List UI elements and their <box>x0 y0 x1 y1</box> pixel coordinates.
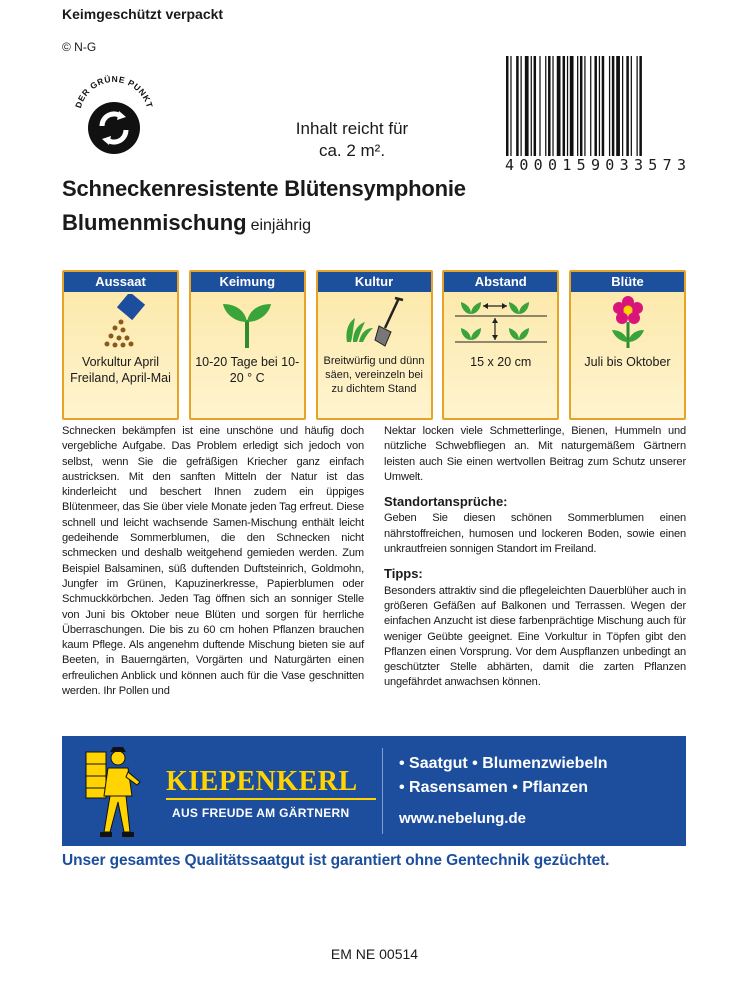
barcode-bar <box>584 56 585 160</box>
barcode-bar <box>580 56 583 160</box>
gmo-free-statement: Unser gesamtes Qualitätssaatgut ist garantiert ohne Gentechnik gezüchtet. <box>62 852 610 869</box>
brand-divider <box>382 748 383 834</box>
barcode-bar <box>612 56 615 160</box>
barcode-bar <box>545 56 546 160</box>
box-abstand <box>442 270 559 420</box>
barcode-bar <box>516 56 519 160</box>
barcode-digit: 0 <box>605 156 615 174</box>
barcode-bar <box>616 56 620 160</box>
box-keimung <box>189 270 306 420</box>
seedling-icon <box>217 294 277 350</box>
spacing-icon <box>453 294 549 350</box>
barcode-digit: 5 <box>576 156 586 174</box>
barcode-bar <box>557 56 561 160</box>
barcode-bar <box>506 56 509 160</box>
content-line-1: Inhalt reicht für <box>295 119 409 138</box>
product-subtitle <box>62 210 311 236</box>
box-header: Kultur <box>318 272 431 292</box>
barcode-bar <box>531 56 532 160</box>
barcode-bar <box>637 56 638 160</box>
description-intro: Nektar locken viele Schmetterlinge, Bienen, Hummeln und nützliche Schwebfliegen an. Mit naturgemäßem Gärtnern leisten auch Sie einen wertvollen Beitrag zum Schutz unserer Umwelt. <box>384 425 686 483</box>
barcode-digit: 1 <box>562 156 572 174</box>
barcode-bar <box>626 56 629 160</box>
cultivation-info-boxes <box>62 270 686 420</box>
barcode-digit: 0 <box>519 156 529 174</box>
content-info <box>272 118 432 162</box>
content-line-2: ca. 2 m². <box>318 141 386 160</box>
barcode-bar <box>594 56 597 160</box>
barcode-bar <box>599 56 600 160</box>
box-text: Juli bis Oktober <box>584 355 671 369</box>
barcode-bar <box>570 56 574 160</box>
barcode-digit: 4 <box>505 156 515 174</box>
product-title: Schneckenresistente Blütensymphonie <box>62 176 466 201</box>
barcode-digit: 0 <box>547 156 558 174</box>
location-heading: Standortansprüche: <box>384 494 508 510</box>
box-aussaat <box>62 270 179 420</box>
brand-banner <box>62 736 686 846</box>
tips-text: Besonders attraktiv sind die pflegeleichten Dauerblüher auch in größeren Gefäßen auf Balkonen und Terrassen. Wegen der einfachen Anzucht ist diese farbenprächtige Mischung auch für weniger Geübte geeignet. Eine Vorkultur in Töpfen gibt den Pflanzen einen Vorsprung. Vor dem Auspflanzen unbedingt an geschützter Stelle abhärten, damit die zarten Pflanzen ungefährdet anwachsen können. <box>384 584 686 689</box>
barcode-bar <box>631 56 632 160</box>
barcode-bar <box>609 56 610 160</box>
brand-name: KIEPENKERL <box>166 766 358 797</box>
brand-underline <box>166 798 376 800</box>
box-header: Aussaat <box>64 272 177 292</box>
barcode-bar <box>510 56 511 160</box>
services-line-2: • Rasensamen • Pflanzen <box>399 779 589 796</box>
barcode-bar <box>525 56 529 160</box>
barcode-bar <box>563 56 566 160</box>
box-header: Abstand <box>444 272 557 292</box>
barcode-bar <box>539 56 540 160</box>
location-text: Geben Sie diesen schönen Sommerblumen einen nährstoffreichen, humosen und lockeren Boden, sowie einen unkrautfreien sonnigen Standort im Freiland. <box>384 512 686 556</box>
barcode-digit: 5 <box>648 156 658 174</box>
barcode-bar <box>639 56 642 160</box>
barcode-digits <box>504 156 687 174</box>
barcode-bar <box>552 56 553 160</box>
box-kultur <box>316 270 433 420</box>
description-left: Schnecken bekämpfen ist eine unschöne und häufig doch vergebliche Aufgabe. Das Problem erledigt sich jedoch von selbst, wenn Sie die gefräßigen Kriecher ganz einfach austricksen. Mit den sanften Mitteln der Natur ist das kinderleicht und beschert Ihnen zudem ein üppiges Blütenmeer, das Sie über viele Monate jeden Tag erfreut. Diese schnell und leicht wachsende Samen-Mischung enthält leicht gedeihende Sommerblumen, die den Schnecken nicht schmecken und deshalb weitgehend gemieden werden. Zum Beispiel Balsaminen, süß duftenden Duftsteinrich, Goldmohn, Jungfer im Grünen, Kapuzinerkresse, Papierblumen oder Schmuckkörbchen. Jeden Tag öffnen sich an sonniger Stelle von Juni bis Oktober neue Blüten und sorgen für herrliche Überraschungen. Die bis zu 60 cm hohen Pflanzen brauchen kaum Pflege. Als angenehm duftende Mischung bieten sie auf Beeten, in Bauerngärten, Vorgärten und Naturgärten einen erfreulichen Anblick und können auch für die Vase geschnitten werden. Ihr Pollen und <box>62 425 364 698</box>
brand-services <box>399 752 608 800</box>
barcode-digit: 7 <box>662 156 672 174</box>
barcode-bar <box>521 56 522 160</box>
subtitle-text: Blumenmischung <box>62 210 247 235</box>
barcode-bar <box>622 56 623 160</box>
barcode-bar <box>590 56 591 160</box>
box-text: 15 x 20 cm <box>470 355 532 369</box>
barcode-bar <box>548 56 551 160</box>
kiepenkerl-figure-icon <box>84 746 144 842</box>
barcode-digit: 9 <box>590 156 600 174</box>
barcode-bar <box>577 56 578 160</box>
annual-label: einjährig <box>250 217 312 234</box>
box-header: Blüte <box>571 272 684 292</box>
box-text: Breitwürfig und dünn säen, vereinzeln bei zu dichtem Stand <box>323 355 425 395</box>
tips-heading: Tipps: <box>384 566 423 582</box>
barcode-bar <box>602 56 605 160</box>
barcode-digit: 3 <box>633 156 643 174</box>
product-code: EM NE 00514 <box>330 946 419 962</box>
box-bluete <box>569 270 686 420</box>
sowing-icon <box>91 294 151 350</box>
services-line-1: • Saatgut • Blumenzwiebeln <box>399 755 608 772</box>
copyright: © N-G <box>62 40 97 54</box>
brand-slogan: AUS FREUDE AM GÄRTNERN <box>172 806 350 820</box>
box-text: 10-20 Tage bei 10-20 ° C <box>195 355 300 385</box>
description-columns <box>62 424 686 720</box>
logo-text: DER GRÜNE PUNKT <box>73 73 155 110</box>
barcode-digit: 0 <box>533 156 543 174</box>
barcode <box>504 56 687 174</box>
barcode-bar <box>567 56 568 160</box>
barcode-bar <box>534 56 537 160</box>
brand-url[interactable]: www.nebelung.de <box>399 810 526 827</box>
box-header: Keimung <box>191 272 304 292</box>
packaging-note: Keimgeschützt verpackt <box>62 6 224 22</box>
spade-icon <box>339 294 409 350</box>
description-right <box>384 424 686 691</box>
barcode-digit: 3 <box>619 156 629 174</box>
barcode-bars <box>504 56 687 160</box>
gruener-punkt-logo <box>64 66 164 166</box>
box-text: Vorkultur April Freiland, April-Mai <box>70 355 171 385</box>
flower-icon <box>598 294 658 350</box>
barcode-digit: 3 <box>676 156 686 174</box>
